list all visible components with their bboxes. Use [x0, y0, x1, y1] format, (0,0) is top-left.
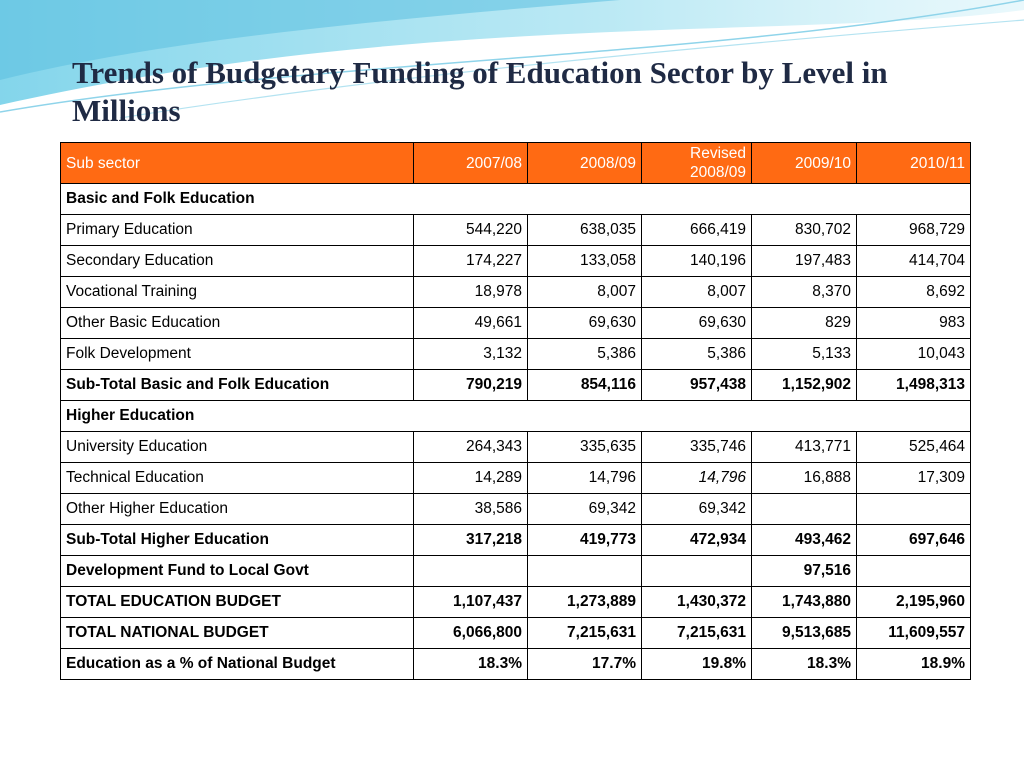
total-row	[61, 587, 971, 618]
cell-value: 983	[857, 308, 971, 339]
row-label: University Education	[61, 432, 414, 463]
cell-value: 264,343	[414, 432, 528, 463]
cell-value: 14,289	[414, 463, 528, 494]
cell-value: 544,220	[414, 215, 528, 246]
cell-value: 335,635	[528, 432, 642, 463]
row-label: Sub-Total Higher Education	[61, 525, 414, 556]
cell-value: 493,462	[752, 525, 857, 556]
cell-value: 697,646	[857, 525, 971, 556]
row-label: Education as a % of National Budget	[61, 649, 414, 680]
cell-value: 8,692	[857, 277, 971, 308]
row-label: Primary Education	[61, 215, 414, 246]
row-label: Development Fund to Local Govt	[61, 556, 414, 587]
cell-value: 1,430,372	[642, 587, 752, 618]
budget-table	[60, 142, 971, 680]
table-row	[61, 463, 971, 494]
cell-value: 140,196	[642, 246, 752, 277]
cell-value: 8,007	[642, 277, 752, 308]
cell-value: 174,227	[414, 246, 528, 277]
table-header	[61, 143, 971, 184]
cell-value: 17,309	[857, 463, 971, 494]
total-row	[61, 556, 971, 587]
row-label: Other Higher Education	[61, 494, 414, 525]
col-header-2010-11: 2010/11	[857, 143, 971, 184]
cell-value: 638,035	[528, 215, 642, 246]
cell-value: 133,058	[528, 246, 642, 277]
table-row	[61, 432, 971, 463]
cell-value: 1,152,902	[752, 370, 857, 401]
row-label: Other Basic Education	[61, 308, 414, 339]
col-header-revised-2008-09: Revised 2008/09	[642, 143, 752, 184]
table-row	[61, 246, 971, 277]
cell-value	[528, 556, 642, 587]
cell-value: 6,066,800	[414, 618, 528, 649]
cell-value: 38,586	[414, 494, 528, 525]
cell-value: 14,796	[528, 463, 642, 494]
cell-value	[414, 556, 528, 587]
cell-value	[642, 556, 752, 587]
cell-value: 854,116	[528, 370, 642, 401]
cell-value: 197,483	[752, 246, 857, 277]
section-title: Higher Education	[61, 401, 971, 432]
cell-value: 97,516	[752, 556, 857, 587]
cell-value: 9,513,685	[752, 618, 857, 649]
table-row	[61, 339, 971, 370]
cell-value: 1,273,889	[528, 587, 642, 618]
row-label: Vocational Training	[61, 277, 414, 308]
row-label: Folk Development	[61, 339, 414, 370]
total-row	[61, 618, 971, 649]
cell-value: 968,729	[857, 215, 971, 246]
cell-value: 317,218	[414, 525, 528, 556]
cell-value: 18.9%	[857, 649, 971, 680]
cell-value: 18.3%	[414, 649, 528, 680]
cell-value: 5,133	[752, 339, 857, 370]
table-body	[61, 184, 971, 680]
cell-value: 5,386	[528, 339, 642, 370]
row-label: Secondary Education	[61, 246, 414, 277]
slide-title: Trends of Budgetary Funding of Education Sector by Level in Millions	[72, 55, 888, 128]
cell-value: 69,342	[642, 494, 752, 525]
cell-value: 525,464	[857, 432, 971, 463]
section-header-row	[61, 184, 971, 215]
cell-value: 49,661	[414, 308, 528, 339]
cell-value: 10,043	[857, 339, 971, 370]
cell-value: 414,704	[857, 246, 971, 277]
cell-value	[857, 494, 971, 525]
col-header-sub-sector: Sub sector	[61, 143, 414, 184]
cell-value: 335,746	[642, 432, 752, 463]
cell-value: 69,342	[528, 494, 642, 525]
table-row	[61, 277, 971, 308]
cell-value: 7,215,631	[528, 618, 642, 649]
section-header-row	[61, 401, 971, 432]
cell-value: 957,438	[642, 370, 752, 401]
cell-value: 14,796	[642, 463, 752, 494]
header-row	[61, 143, 971, 184]
subtotal-row	[61, 370, 971, 401]
cell-value: 1,498,313	[857, 370, 971, 401]
cell-value: 1,743,880	[752, 587, 857, 618]
row-label: Technical Education	[61, 463, 414, 494]
total-row	[61, 649, 971, 680]
table-row	[61, 215, 971, 246]
row-label: TOTAL EDUCATION BUDGET	[61, 587, 414, 618]
cell-value: 8,370	[752, 277, 857, 308]
col-header-2009-10: 2009/10	[752, 143, 857, 184]
table-row	[61, 494, 971, 525]
cell-value: 18.3%	[752, 649, 857, 680]
cell-value: 5,386	[642, 339, 752, 370]
cell-value: 829	[752, 308, 857, 339]
section-title: Basic and Folk Education	[61, 184, 971, 215]
cell-value: 472,934	[642, 525, 752, 556]
cell-value: 16,888	[752, 463, 857, 494]
subtotal-row	[61, 525, 971, 556]
cell-value: 1,107,437	[414, 587, 528, 618]
row-label: TOTAL NATIONAL BUDGET	[61, 618, 414, 649]
cell-value	[857, 556, 971, 587]
cell-value: 2,195,960	[857, 587, 971, 618]
cell-value: 790,219	[414, 370, 528, 401]
cell-value: 18,978	[414, 277, 528, 308]
cell-value: 19.8%	[642, 649, 752, 680]
cell-value: 3,132	[414, 339, 528, 370]
cell-value: 666,419	[642, 215, 752, 246]
cell-value: 8,007	[528, 277, 642, 308]
cell-value: 830,702	[752, 215, 857, 246]
table-row	[61, 308, 971, 339]
col-header-2007-08: 2007/08	[414, 143, 528, 184]
cell-value: 7,215,631	[642, 618, 752, 649]
cell-value: 413,771	[752, 432, 857, 463]
cell-value	[752, 494, 857, 525]
cell-value: 419,773	[528, 525, 642, 556]
cell-value: 11,609,557	[857, 618, 971, 649]
cell-value: 69,630	[642, 308, 752, 339]
cell-value: 17.7%	[528, 649, 642, 680]
row-label: Sub-Total Basic and Folk Education	[61, 370, 414, 401]
cell-value: 69,630	[528, 308, 642, 339]
col-header-2008-09: 2008/09	[528, 143, 642, 184]
